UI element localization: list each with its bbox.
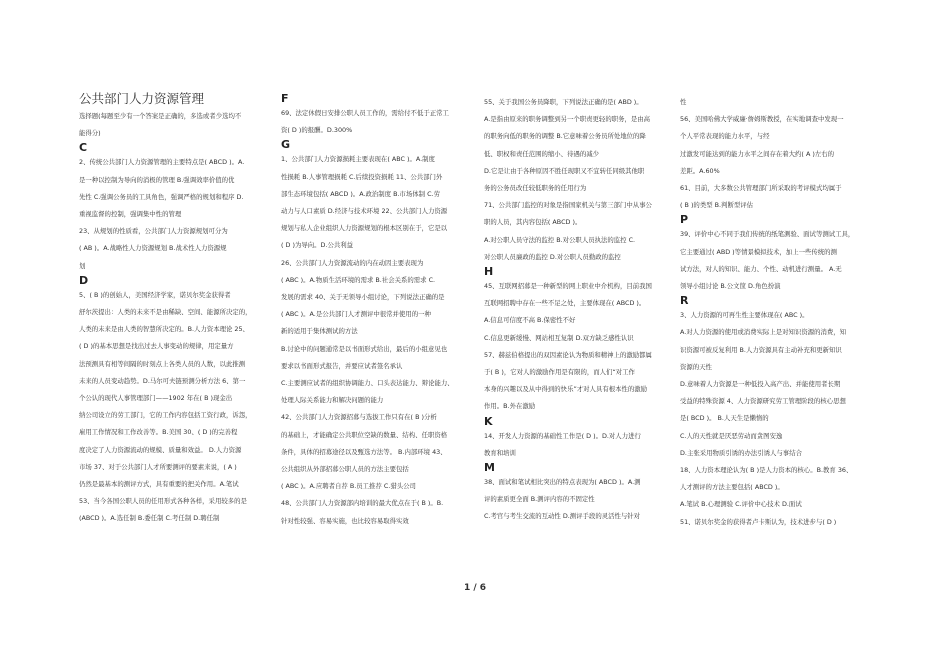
text-line: 55、关于我国公务员降职，下列说法正确的是( ABD )。: [484, 98, 643, 106]
text-line: ( D )的基本思想是找出过去人事变动的规律，用定量方: [79, 342, 234, 351]
text-line: 61、目前，大多数公共管理部门所采取的考评模式均属于: [680, 184, 842, 193]
text-line: 部生态环境包括( ABCD )。A.政治制度 B.市场体制 C.劳: [281, 189, 440, 198]
section-letter-heading: K: [484, 415, 493, 428]
section-letter-heading: G: [281, 139, 291, 152]
text-line: 42、公共部门人力资源招募与选拔工作只有在( B )分析: [281, 413, 437, 422]
text-line: ( AB )。A.战略性人力资源规划 B.战术性人力资源规: [79, 244, 227, 253]
text-line: D.意味着人力资源是一种低投入高产出、并能使用者长期: [680, 380, 841, 389]
text-line: 的职务向低的职务的调整 B.它意味着公务员所处地位的降: [484, 132, 646, 141]
text-line: 3、人力资源的可再生性主要体现在( ABC )。: [680, 311, 809, 320]
text-line: 性损耗 B.人事管理损耗 C.后续投资损耗 11、公共部门外: [281, 172, 443, 181]
text-line: 规划与私人企业组织人力资源规划的根本区别在于，它是以: [281, 224, 448, 233]
text-line: 71、公共部门监控的对象是指国家机关与第三部门中从事公: [484, 201, 652, 210]
text-line: A.对公职人员守法的监控 B.对公职人员执法的监控 C.: [484, 235, 636, 244]
section-letter-heading: H: [484, 266, 494, 279]
text-line: 18、人力资本理论认为( B )是人力资本的核心。B.教育 36、: [680, 466, 853, 475]
text-line: 条件，具体的招募途径以及甄选方法等。 B.内部环境 43、: [281, 447, 447, 456]
text-line: A.笔试 B.心理测验 C.评价中心技术 D.面试: [680, 500, 802, 509]
text-line: 发展的需求 40、关于无领导小组讨论，下列说法正确的是: [281, 293, 445, 302]
text-line: 能得分): [79, 129, 101, 138]
text-line: 23、从规划的性质看，公共部门人力资源规划可分为: [79, 227, 228, 236]
section-letter-heading: P: [680, 214, 689, 227]
text-column-2: [281, 93, 476, 530]
section-letter-heading: C: [79, 142, 88, 155]
text-line: 互联网招聘中存在一些不足之处，主要体现在( ABCD )。: [484, 299, 646, 308]
text-line: C.人的天性就是厌恶劳动而贪图安逸: [680, 431, 783, 440]
text-line: 选择题(每题至少有一个答案是正确的，多选或者少选均不: [79, 112, 242, 120]
text-line: 53、当今各国公职人员的任用形式各种各样，采用较多的是: [79, 497, 247, 506]
text-line: 个人平常表现的能力水平，与经: [680, 132, 770, 141]
text-line: C.信息更新缓慢、网站相互复制 D.双方缺乏感性认识: [484, 333, 634, 342]
section-letter-heading: M: [484, 462, 495, 475]
text-line: A.对人力资源的使用或消费实际上是对知识资源的消费，知: [680, 328, 847, 337]
text-line: 公共组织从外部招募公职人员的方法主要包括: [281, 465, 409, 474]
text-line: A.信息可信度不高 B.保密性不好: [484, 316, 576, 325]
text-line: 针对性较强、容易实施，也比较容易取得实效: [281, 516, 409, 525]
text-line: 领导小组讨论 B.公文筐 D.角色扮演: [680, 282, 781, 291]
text-line: D.它是让由于各种原因不胜任现职又不宜转任同级其他职: [484, 166, 645, 175]
text-line: 是一种以控制为导向的消极的管理 B.强调效率价值的优: [79, 175, 235, 184]
text-line: 新的适用于集体测试的方法: [281, 327, 358, 336]
text-line: 度决定了人力资源流动的规模、质量和效益。 D.人力资源: [79, 445, 242, 454]
text-line: 试方法，对人的知识、能力、个性、动机进行测量。 A.无: [680, 264, 842, 273]
text-line: 未来的人员变动趋势。D.马尔可夫链预测分析方法 6、第一: [79, 376, 246, 385]
text-line: 受益的特殊资源 4、人力资源研究劳工管理阶段的核心思想: [680, 397, 846, 406]
text-line: 划: [79, 261, 86, 270]
section-letter-heading: D: [79, 274, 89, 287]
text-line: 过激发可能达到的能力水平之间存在着大约( A )左右的: [680, 149, 835, 158]
text-line: ( B )的类型 B.判断型评估: [680, 201, 754, 210]
text-line: 的基础上，才能确定公共职位空缺的数量、结构、任职资格: [281, 430, 448, 439]
text-line: ( ABC )。A.应聘者自荐 B.员工推荐 C.猎头公司: [281, 482, 416, 491]
text-line: 69、法定休假日安排公职人员工作的，需给付不低于正常工: [281, 109, 449, 117]
text-line: 务的公务员改任较低职务的任用行为: [484, 184, 587, 193]
text-line: 重视监督的控制，强调集中性的管理: [79, 210, 182, 219]
text-line: 1、公共部门人力资源损耗主要表现在( ABC )。A.制度: [281, 155, 435, 164]
text-line: 51、诺贝尔奖金的获得者卢卡斯认为，技术进步与( D ): [680, 517, 837, 526]
text-line: 26、公共部门人力资源流动的内在动因主要表现为: [281, 258, 424, 267]
text-line: 于( B )，它对人的激励作用是有限的，而人们“对工作: [484, 368, 635, 377]
text-line: (ABCD )。A.选任制 B.委任制 C.考任制 D.聘任制: [79, 514, 220, 523]
page-indicator: 1 / 6: [463, 583, 487, 593]
section-letter-heading: F: [281, 93, 289, 105]
text-line: 39、评价中心不同于我们传统的纸笔测验、面试等测试工具，: [680, 230, 855, 239]
text-line: 评的素质更全面 B.测评内容的不固定性: [484, 495, 595, 504]
text-column-1: [79, 86, 273, 528]
text-line: 性: [680, 98, 687, 106]
text-line: ( ABC )。A.是公共部门人才测评中很常并使用的一种: [281, 310, 431, 319]
text-line: 57、赫兹伯格提出的双因素论认为物质和精神上的激励都属: [484, 350, 652, 359]
text-line: 识资源可被反复利用 B.人力资源具有主动补充和更新知识: [680, 345, 842, 354]
text-line: 差距。A.60%: [680, 166, 720, 175]
text-line: 是( BCD )。 B.人天生是懒惰的: [680, 414, 769, 423]
text-line: ( D )为导向。D.公共利益: [281, 241, 354, 250]
text-line: 纳公司设立的劳工部门，它的工作内容包括工资行政，诉怨，: [79, 411, 252, 420]
text-line: 人才测评的方法主要包括( ABCD )。: [680, 483, 784, 492]
text-line: 对公职人员廉政的监控 D.对公职人员勤政的监控: [484, 252, 621, 261]
text-line: 56、美国哈佛大学威廉·詹姆斯教授，在实地调查中发现一: [680, 115, 844, 124]
text-line: 舒尔茨提出：人类的未来不是由稀缺、空间、能源所决定的，: [79, 308, 252, 317]
text-line: 个公认的现代人事管理部门——1902 年在( B )现金出: [79, 394, 233, 403]
text-line: A.是指由原来的职务调整到另一个职责更轻的职务，是由高: [484, 115, 651, 124]
text-line: C.主要测应试者的组织协调能力、口头表达能力、辩论能力、: [281, 379, 454, 388]
text-line: ( ABC )。A.物质生活环境的需求 B.社会关系的需求 C.: [281, 275, 436, 284]
text-line: 45、互联网招募是一种新型的网上职业中介机构，目前我国: [484, 282, 652, 291]
text-line: 5、( B )的创始人，美国经济学家，诺贝尔奖金获得者: [79, 290, 231, 299]
text-column-3: [484, 94, 680, 526]
text-line: 资( D )的报酬。D.300%: [281, 126, 353, 135]
text-line: 动力与人口素质 D.经济与技术环境 22、公共部门人力资源: [281, 207, 448, 216]
text-line: 人类的未来是由人类的智慧所决定的。B.人力资本理论 25、: [79, 325, 249, 334]
text-line: B.讨论中的问题通常是以书面形式给出，最后的小组意见也: [281, 344, 448, 353]
text-line: 作用。B.外在激励: [484, 402, 536, 411]
section-letter-heading: R: [680, 295, 689, 308]
text-line: 资源的天性: [680, 362, 712, 371]
text-line: 它主要通过( ABD )等情景模拟技术，加上一些传统的测: [680, 247, 837, 256]
text-line: 先性 C.强调公务员的工具角色，强调严格的规划和程序 D.: [79, 192, 244, 201]
text-line: 职的人员，其内容包括( ABCD )。: [484, 218, 582, 227]
text-line: 38、面试和笔试相比突出的特点表现为( ABCD )。A.测: [484, 478, 641, 487]
text-line: 雇用工作情况和工作改善等。B.美国 30、( D )的完善程: [79, 428, 238, 437]
page-title: 公共部门人力资源管理: [79, 91, 205, 106]
text-line: 本身的兴趣以及从中得到的快乐”才对人具有根本性的激励: [484, 385, 648, 394]
text-line: C.考官与考生交流的互动性 D.测评手段的灵活性与针对: [484, 512, 641, 521]
text-line: 14、开发人力资源的基础性工作是( D )。D.对人力进行: [484, 431, 641, 440]
text-line: 48、公共部门人力资源部内培训的最大优点在于( B )。B.: [281, 499, 444, 508]
text-line: 法预测具有相等间隔的时刻点上各类人员的人数，以此推测: [79, 359, 246, 368]
text-line: 要求以书面形式报告，并要应试者签名承认: [281, 361, 403, 370]
text-line: 低、职权和责任范围的缩小、待遇的减少: [484, 149, 600, 158]
text-line: 2、传统公共部门人力资源管理的主要特点是( ABCD )。A.: [79, 158, 245, 167]
text-line: 仍然是最基本的测评方式，具有重要的把关作用。A.笔试: [79, 480, 239, 489]
text-column-4: [680, 94, 880, 531]
text-line: 处理人际关系能力和解决问题的能力: [281, 396, 384, 405]
text-line: 教育和培训: [484, 448, 516, 457]
text-line: 市场 37、对于公共部门人才所要测评的要素来说，( A ): [79, 462, 237, 471]
text-line: D.主张采用物质引诱的办法引诱人与事结合: [680, 448, 802, 457]
